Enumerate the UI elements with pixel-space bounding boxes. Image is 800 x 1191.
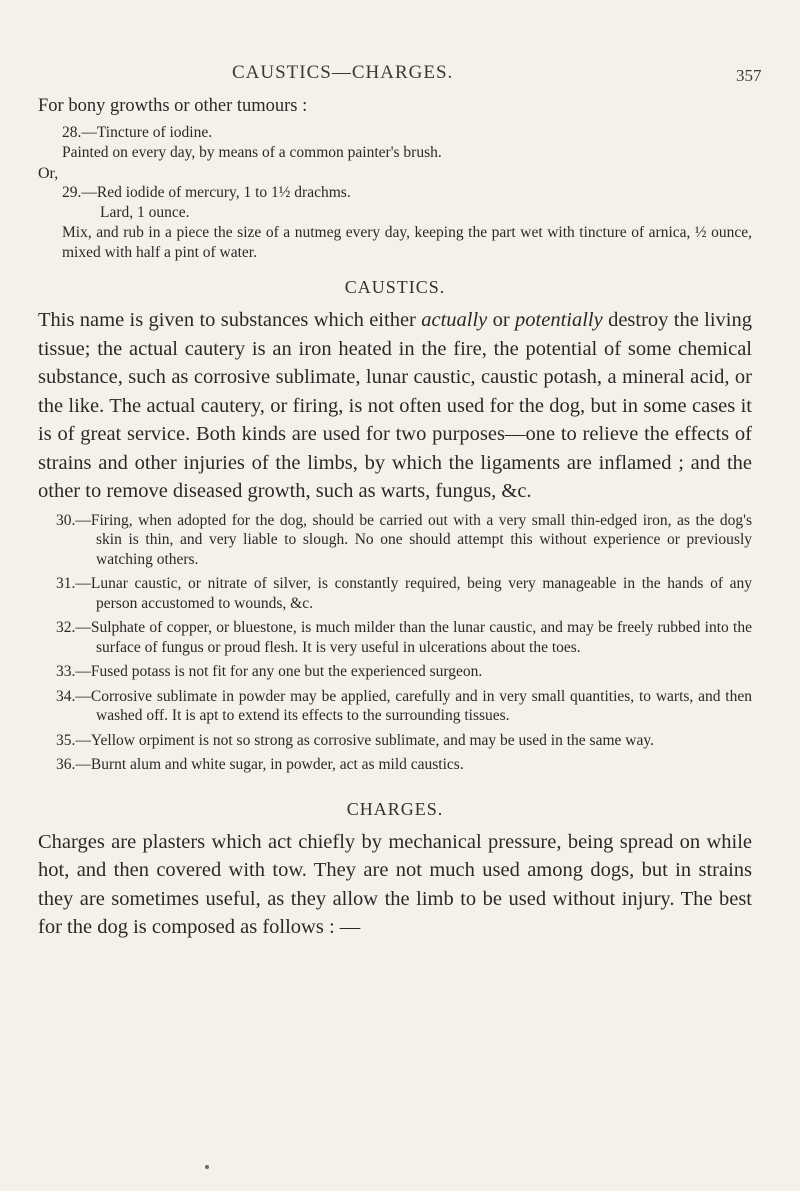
recipe-28-line1: 28.—Tincture of iodine.: [62, 124, 213, 141]
caustics-paragraph: [38, 306, 752, 506]
page-content: [38, 96, 752, 942]
caustics-para-part1: This name is given to substances which either: [38, 309, 422, 331]
caustics-para-em1: actually: [421, 309, 488, 331]
print-speck-icon: [205, 1165, 209, 1169]
caustic-item-30: 30.—Firing, when adopted for the dog, should be carried out with a very small thin-edged iron, as the dog's skin is thin, and very liable to slough. No one should attempt this without experience or previously watching others.: [56, 511, 752, 568]
recipe-29-line2: Lard, 1 ounce.: [100, 204, 190, 221]
caustics-list: [38, 511, 752, 775]
caustic-item-33: 33.—Fused potass is not fit for any one but the experienced surgeon.: [56, 663, 483, 680]
caustic-item-32: 32.—Sulphate of copper, or bluestone, is much milder than the lunar caustic, and may be freely rubbed into the surface of fungus or proud flesh. It is very useful in ulcerations about the toes.: [56, 619, 752, 656]
running-title: CAUSTICS—CHARGES.: [232, 62, 454, 83]
charges-paragraph: Charges are plasters which act chiefly by mechanical pressure, being spread on while hot, and then covered with tow. They are not much used among dogs, but in strains they are sometimes useful, as they allow the limb to be used without injury. The best for the dog is composed as follows : —: [38, 830, 752, 938]
caustics-heading: CAUSTICS.: [344, 277, 446, 297]
charges-heading: CHARGES.: [346, 798, 444, 819]
caustic-item-36: 36.—Burnt alum and white sugar, in powder, act as mild caustics.: [56, 756, 464, 773]
caustic-item-35: 35.—Yellow orpiment is not so strong as corrosive sublimate, and may be used in the same way.: [56, 731, 654, 749]
caustics-para-em2: potentially: [515, 309, 603, 331]
recipe-29: [38, 183, 752, 263]
caustic-item-31: 31.—Lunar caustic, or nitrate of silver, is constantly required, being very manageable in the hands of any person accustomed to wounds, &c.: [56, 575, 752, 612]
or-label: Or,: [38, 165, 59, 182]
recipe-28: [38, 123, 752, 163]
page-number: 357: [736, 66, 762, 85]
caustic-item-34: 34.—Corrosive sublimate in powder may be applied, carefully and in very small quantities, to warts, and then washed off. It is apt to extend its effects to the surrounding tissues.: [56, 687, 752, 724]
caustics-para-part2: or: [487, 309, 516, 331]
caustics-para-part3: destroy the living tissue; the actual cautery is an iron heated in the fire, the potential of some chemical substance, such as corrosive sublimate, lunar caustic, caustic potash, a mineral acid, or the like. The actual cautery, or firing, is not often used for the dog, but in some cases it is of great service. Both kinds are used for two purposes—one to relieve the effects of strains and other injuries of the limbs, by which the ligaments are inflamed ; and the other to remove diseased growth, such as warts, fungus, &c.: [38, 309, 753, 502]
intro-lead: For bony growths or other tumours :: [38, 96, 308, 116]
recipe-28-line2: Painted on every day, by means of a common painter's brush.: [62, 144, 442, 161]
recipe-29-body: Mix, and rub in a piece the size of a nutmeg every day, keeping the part wet with tincture of arnica, ½ ounce, mixed with half a pint of water.: [62, 224, 752, 261]
recipe-29-line1: 29.—Red iodide of mercury, 1 to 1½ drachms.: [62, 184, 351, 201]
